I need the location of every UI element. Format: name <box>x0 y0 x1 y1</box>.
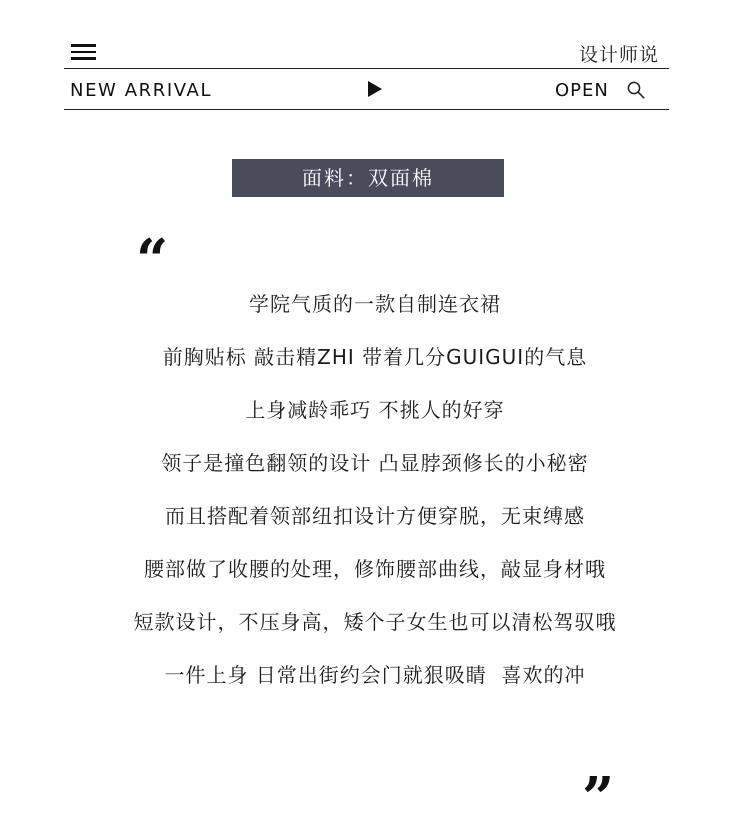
description-line: 腰部做了收腰的处理，修饰腰部曲线，敲显身材哦 <box>144 557 606 581</box>
open-quote-mark: “ <box>136 227 169 293</box>
designer-says-link[interactable]: 设计师说 <box>578 44 659 66</box>
close-quote-mark: ” <box>582 765 615 831</box>
search-icon[interactable] <box>627 81 645 99</box>
play-icon[interactable] <box>368 81 382 97</box>
nav-bar <box>64 69 669 110</box>
fabric-badge: 面料：双面棉 <box>232 159 504 197</box>
description-line: 短款设计，不压身高，矮个子女生也可以清松驾驭哦 <box>133 610 617 634</box>
description-lines <box>0 286 750 710</box>
top-bar <box>64 36 669 69</box>
description-line: 前胸贴标 敲击精ZHI 带着几分GUIGUI的气息 <box>162 345 588 369</box>
description-line: 领子是撞色翻领的设计 凸显脖颈修长的小秘密 <box>161 451 589 475</box>
description-line: 而且搭配着领部纽扣设计方便穿脱，无束缚感 <box>165 504 585 528</box>
description-line: 一件上身 日常出街约会门就狠吸睛 喜欢的冲 <box>164 663 586 687</box>
new-arrival-link[interactable]: NEW ARRIVAL <box>70 80 213 101</box>
description-line: 学院气质的一款自制连衣裙 <box>249 292 501 316</box>
open-link[interactable]: OPEN <box>555 80 609 101</box>
hamburger-menu-icon[interactable] <box>71 44 96 60</box>
description-line: 上身减龄乖巧 不挑人的好穿 <box>245 398 505 422</box>
